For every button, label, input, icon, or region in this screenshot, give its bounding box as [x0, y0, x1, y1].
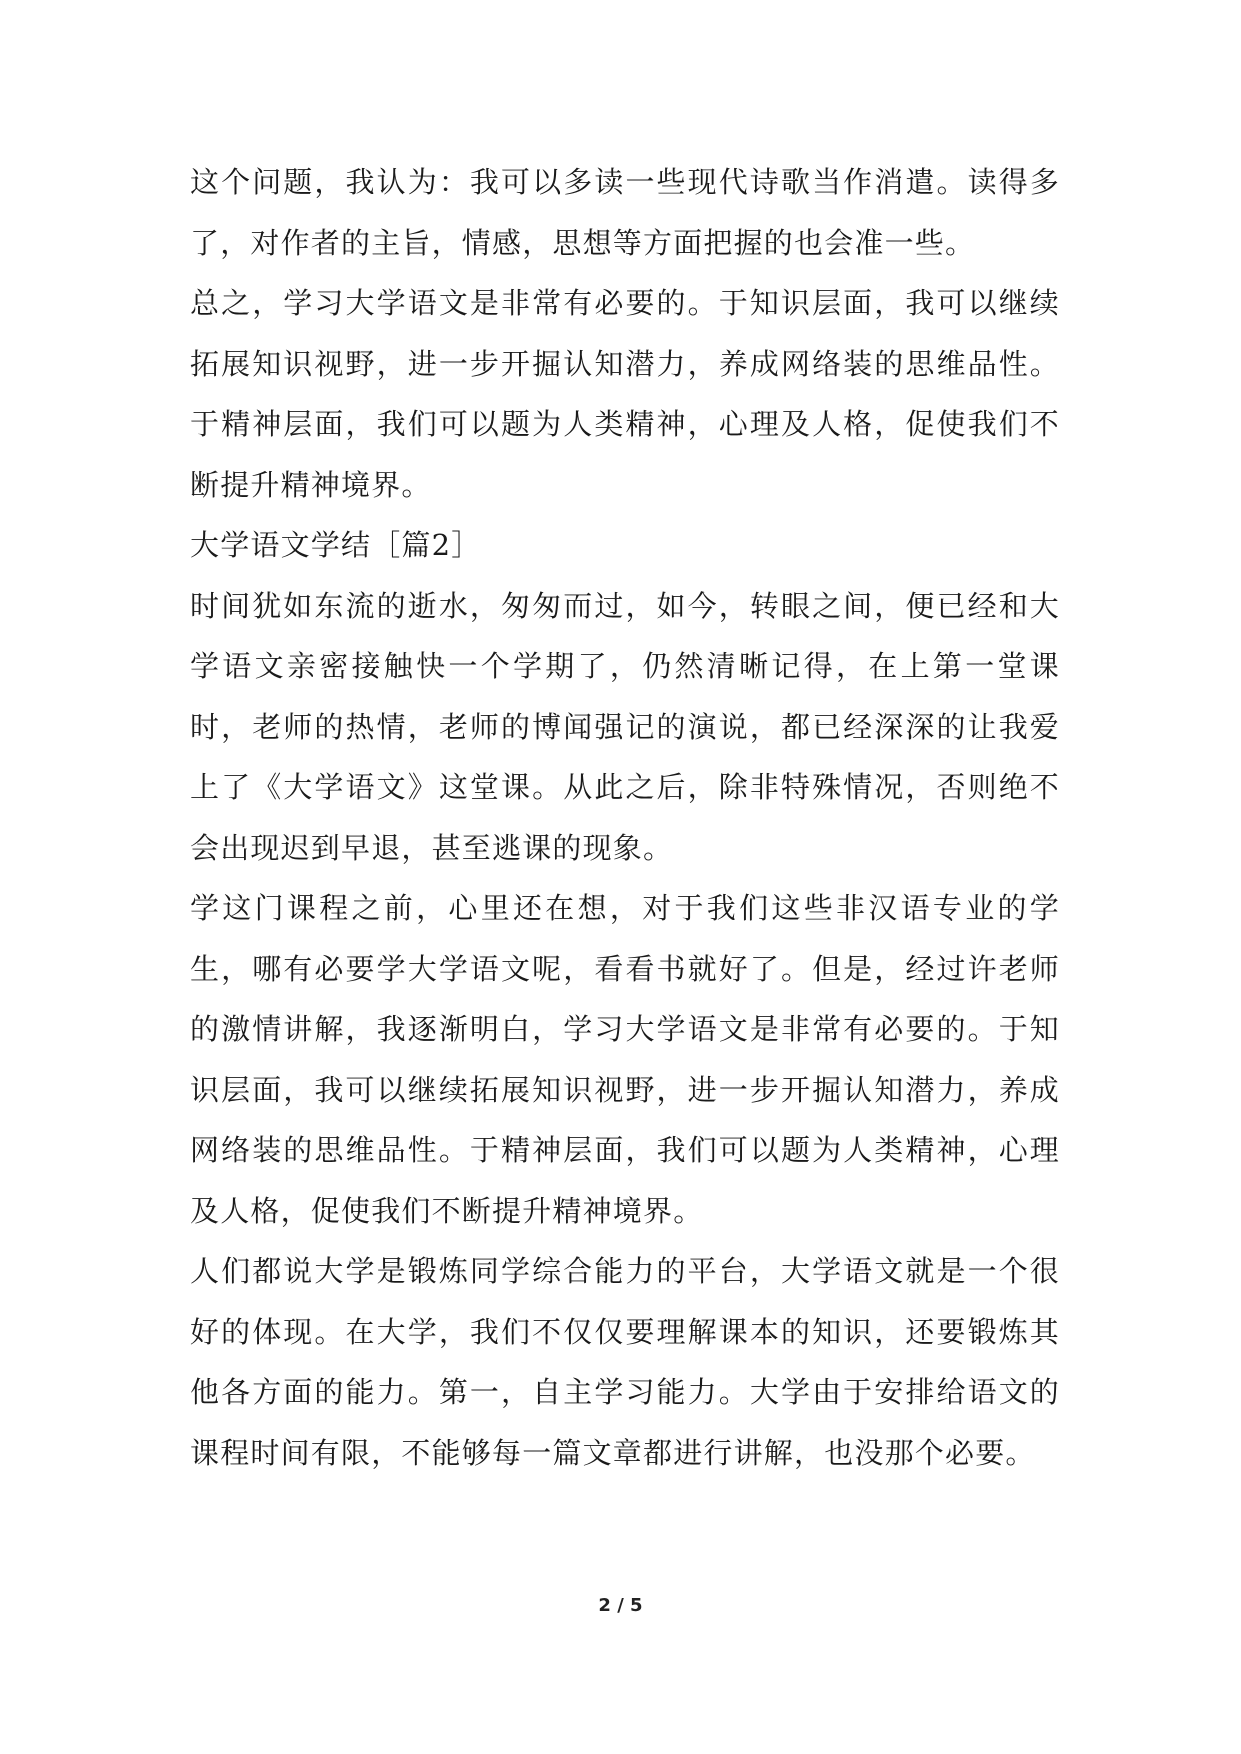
paragraph: 这个问题，我认为：我可以多读一些现代诗歌当作消遣。读得多了，对作者的主旨，情感，思想等方面把握的也会准一些。 [190, 165, 1060, 260]
paragraph: 时间犹如东流的逝水，匆匆而过，如今，转眼之间，便已经和大学语文亲密接触快一个学期了，仍然清晰记得，在上第一堂课时，老师的热情，老师的博闻强记的演说，都已经深深的让我爱上了《大学语文》这堂课。从此之后，除非特殊情况，否则绝不会出现迟到早退，甚至逃课的现象。 [190, 588, 1060, 865]
section-heading: 大学语文学结［篇2］ [190, 528, 482, 562]
page-number: 2 / 5 [598, 1595, 643, 1616]
document-body [190, 152, 1060, 1483]
paragraph: 人们都说大学是锻炼同学综合能力的平台，大学语文就是一个很好的体现。在大学，我们不仅仅要理解课本的知识，还要锻炼其他各方面的能力。第一，自主学习能力。大学由于安排给语文的课程时间有限，不能够每一篇文章都进行讲解，也没那个必要。 [190, 1254, 1060, 1470]
paragraph: 总之，学习大学语文是非常有必要的。于知识层面，我可以继续拓展知识视野，进一步开掘认知潜力，养成网络装的思维品性。于精神层面，我们可以题为人类精神，心理及人格，促使我们不断提升精神境界。 [190, 286, 1060, 502]
paragraph: 学这门课程之前，心里还在想，对于我们这些非汉语专业的学生，哪有必要学大学语文呢，看看书就好了。但是，经过许老师的激情讲解，我逐渐明白，学习大学语文是非常有必要的。于知识层面，我可以继续拓展知识视野，进一步开掘认知潜力，养成网络装的思维品性。于精神层面，我们可以题为人类精神，心理及人格，促使我们不断提升精神境界。 [190, 891, 1060, 1228]
